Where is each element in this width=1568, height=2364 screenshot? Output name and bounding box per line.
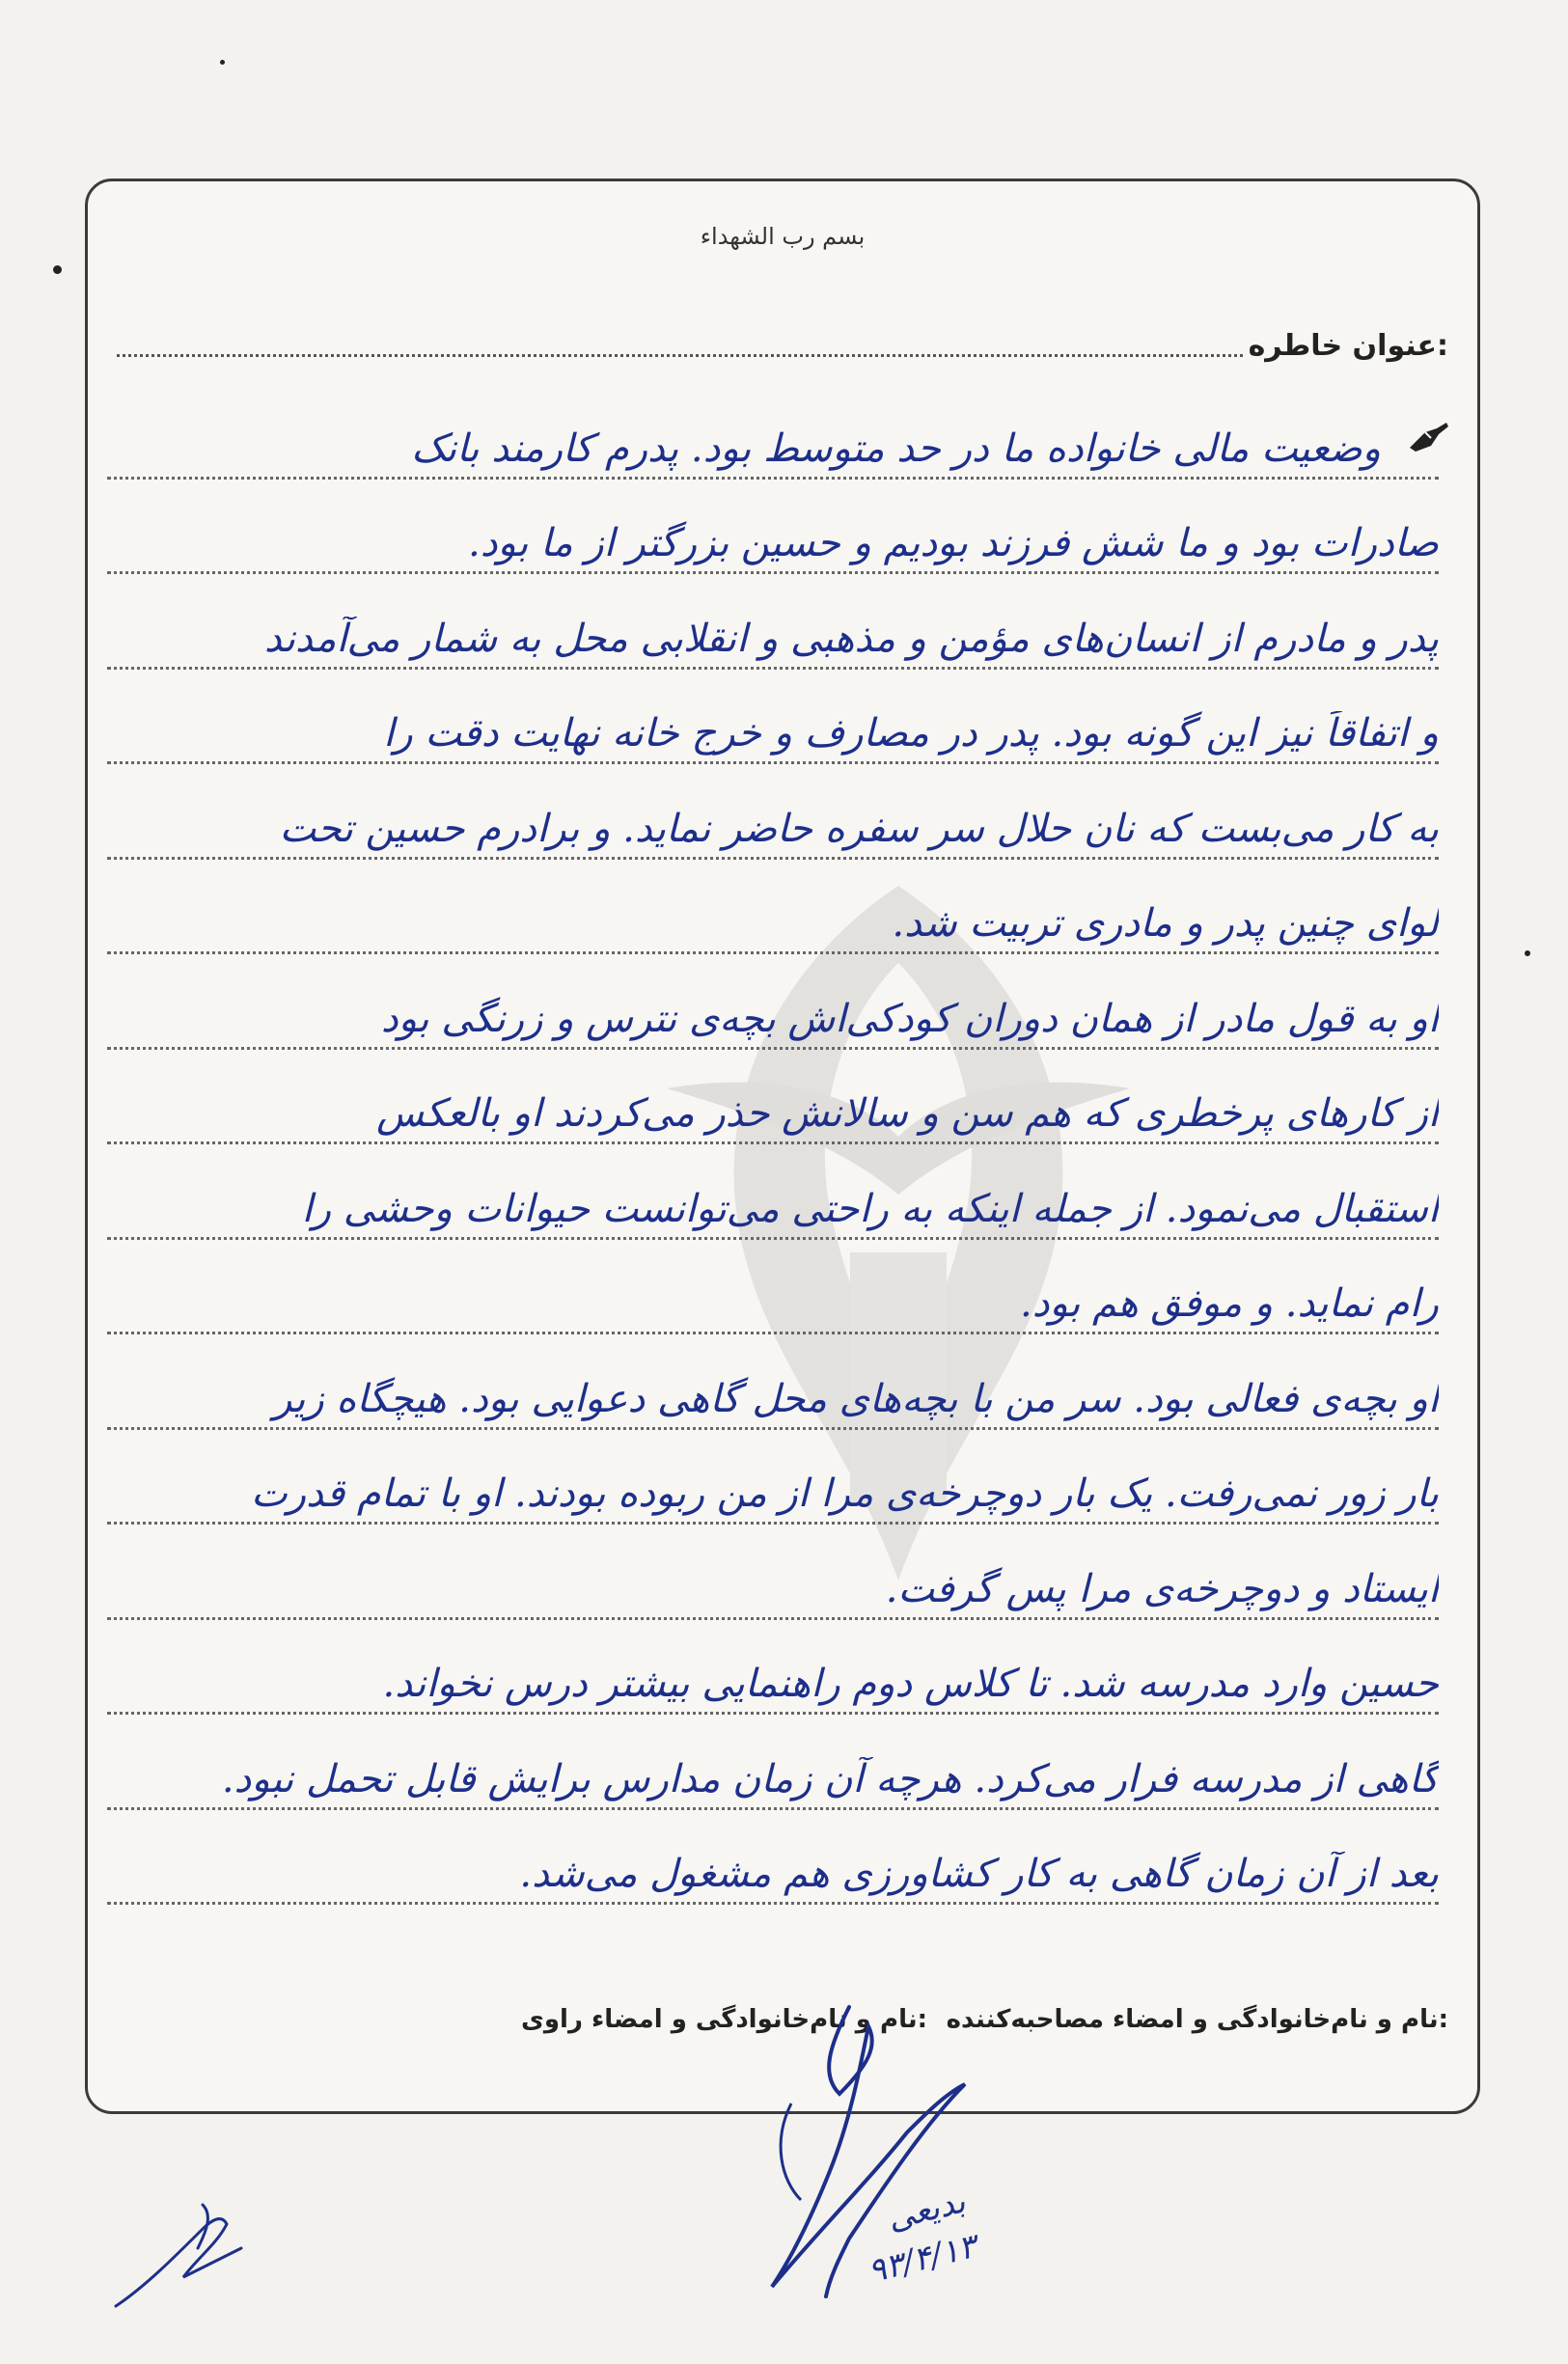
scan-speck (1525, 950, 1530, 956)
handwritten-line: وضعیت مالی خانواده ما در حد متوسط بود. پدرم کارمند بانک (411, 426, 1381, 471)
title-dotted-line (117, 354, 1243, 357)
ruled-line (107, 1620, 1439, 1716)
interviewer-signature-label: نام و نام‌خانوادگی و امضاء مصاحبه‌کننده: (946, 2005, 1448, 2034)
handwritten-line: پدر و مادرم از انسان‌های مؤمن و مذهبی و انقلابی محل به شمار می‌آمدند (263, 616, 1439, 661)
ruled-line (107, 1525, 1439, 1620)
handwritten-line: از کارهای پرخطری که هم سن و سالانش حذر می‌کردند او بالعکس (376, 1091, 1439, 1136)
ruled-line (107, 480, 1439, 575)
handwritten-line: ایستاد و دوچرخه‌ی مرا پس گرفت. (885, 1566, 1439, 1611)
ruled-line (107, 670, 1439, 765)
memoir-form (85, 179, 1480, 2114)
ruled-line (107, 764, 1439, 860)
ruled-line (107, 384, 1439, 480)
scan-speck (220, 60, 225, 65)
ruled-line (107, 1810, 1439, 1906)
basmala-heading: بسم رب الشهداء (700, 223, 866, 250)
ruled-line (107, 860, 1439, 955)
ruled-line (107, 1430, 1439, 1526)
ruled-line (107, 1715, 1439, 1810)
handwritten-line: صادرات بود و ما شش فرزند بودیم و حسین بزرگتر از ما بود. (468, 521, 1439, 565)
scan-speck (53, 265, 62, 274)
handwritten-line: رام نماید. و موفق هم بود. (1020, 1281, 1439, 1326)
ruled-line (107, 1334, 1439, 1430)
handwritten-line: به کار می‌بست که نان حلال سر سفره حاضر نماید. و برادرم حسین تحت (279, 806, 1439, 851)
handwritten-line: لوای چنین پدر و مادری تربیت شد. (892, 901, 1439, 946)
handwritten-line: گاهی از مدرسه فرار می‌کرد. هرچه آن زمان مدارس برایش قابل تحمل نبود. (221, 1756, 1439, 1801)
handwritten-line: بار زور نمی‌رفت. یک بار دوچرخه‌ی مرا از من ربوده بودند. او با تمام قدرت (251, 1471, 1439, 1516)
memoir-body (107, 384, 1439, 1905)
ruled-line (107, 574, 1439, 670)
ruled-line (107, 954, 1439, 1050)
signer-name: بدیعی (883, 2182, 970, 2239)
handwritten-line: او بچه‌ی فعالی بود. سر من با بچه‌های محل گاهی دعوایی بود. هیچگاه زیر (273, 1376, 1439, 1421)
ruled-line (107, 1240, 1439, 1335)
ruled-line (107, 1050, 1439, 1145)
narrator-signature (106, 2190, 261, 2316)
title-field (117, 324, 1448, 363)
ruled-line (107, 1144, 1439, 1240)
narrator-signature-label: نام و نام‌خانوادگی و امضاء راوی: (521, 2005, 927, 2034)
handwritten-line: حسین وارد مدرسه شد. تا کلاس دوم راهنمایی بیشتر درس نخواند. (382, 1662, 1439, 1706)
signature-date: ۹۳/۴/۱۳ (864, 2226, 980, 2292)
handwritten-line: او به قول مادر از همان دوران کودکی‌اش بچه‌ی نترس و زرنگی بود (380, 996, 1439, 1041)
title-label: عنوان خاطره: (1248, 329, 1448, 363)
handwritten-line: استقبال می‌نمود. از جمله اینکه به راحتی می‌توانست حیوانات وحشی را (301, 1186, 1439, 1231)
handwritten-line: بعد از آن زمان گاهی به کار کشاورزی هم مشغول می‌شد. (519, 1852, 1439, 1896)
handwritten-line: و اتفاقاً نیز این گونه بود. پدر در مصارف و خرج خانه نهایت دقت را (383, 711, 1439, 756)
